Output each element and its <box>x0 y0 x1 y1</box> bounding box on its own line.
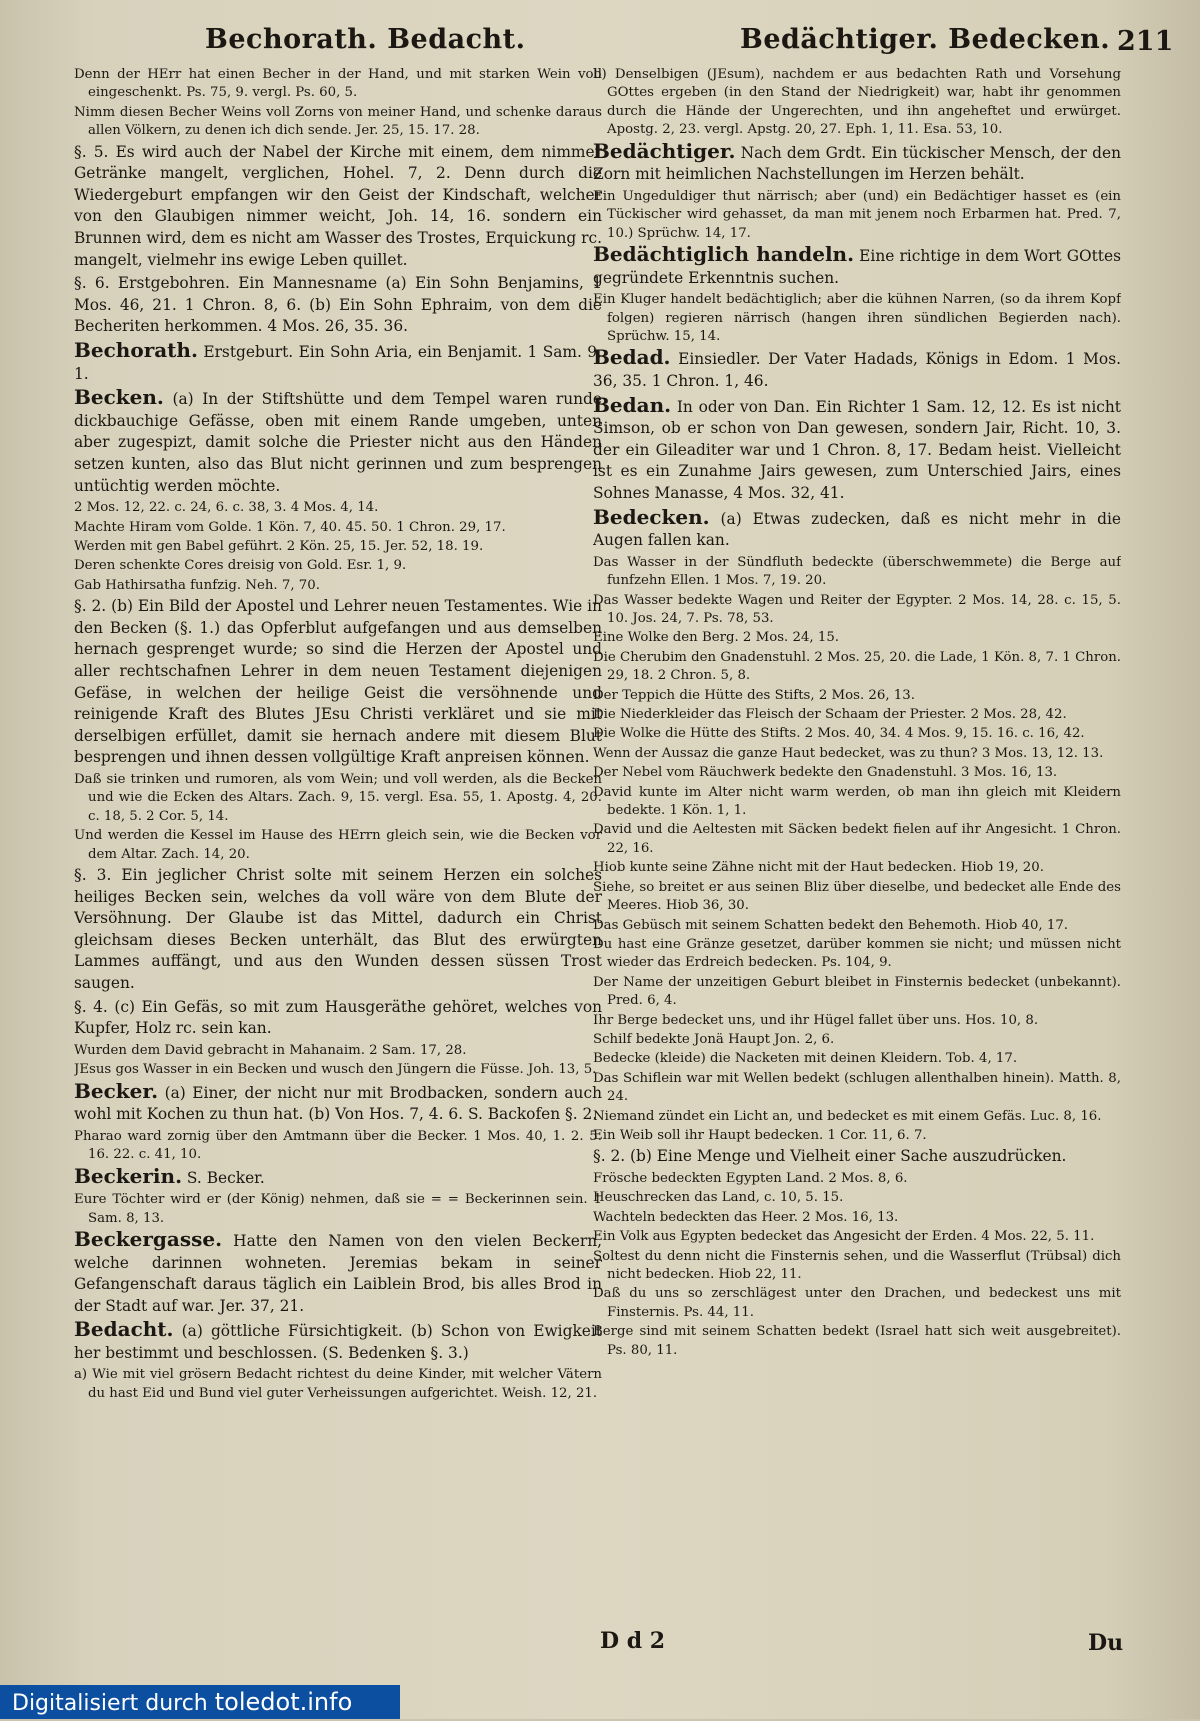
running-head-left: Bechorath. Bedacht. <box>205 24 526 55</box>
citation: Ein Weib soll ihr Haupt bedecken. 1 Cor. 11, 6. 7. <box>593 1127 927 1143</box>
entry-lemma: Bedacht. <box>74 1317 174 1342</box>
citation: Die Wolke die Hütte des Stifts. 2 Mos. 40, 34. 4 Mos. 9, 15. 16. c. 16, 42. <box>593 726 1085 742</box>
citation: Schilf bedekte Jonä Haupt Jon. 2, 6. <box>593 1031 835 1047</box>
entry-lemma: Bedecken. <box>593 504 710 529</box>
citation: Wachteln bedeckten das Heer. 2 Mos. 16, 13. <box>593 1209 899 1225</box>
citation: Soltest du denn nicht die Finsternis sehen, und die Wasserflut (Trübsal) dich nicht bedecken. Hiob 22, 11. <box>593 1248 1121 1282</box>
entry-text: Erstgeburt. Ein Sohn Aria, ein Benjamit. 1 Sam. 9, 1. <box>74 342 602 383</box>
paragraph: §. 2. (b) Ein Bild der Apostel und Lehrer neuen Testamentes. Wie in den Becken (§. 1.) das Opferblut aufgefangen und aus demselben hernach gesprenget wurde; so sind die Herzen der Apostel und aller rechtschafnen Lehrer in dem neuen Testament diejenigen Gefäse, in welchen der heilige Geist die versöhnende und reinigende Kraft des Blutes JEsu Christi verkläret und sie mit derselbigen erfüllet, damit sie hernach andere mit diesem Blut besprengen und ihnen dessen vollgültige Kraft anpreisen können. <box>74 597 602 767</box>
entry-lemma: Bedan. <box>593 392 672 417</box>
citation: Der Name der unzeitigen Geburt bleibet in Finsternis bedecket (unbekannt). Pred. 6, 4. <box>593 974 1121 1009</box>
entry-text: S. Becker. <box>182 1168 265 1187</box>
citation: Das Gebüsch mit seinem Schatten bedekt den Behemoth. Hiob 40, 17. <box>593 917 1069 933</box>
citation: Die Niederkleider das Fleisch der Schaam der Priester. 2 Mos. 28, 42. <box>593 707 1067 723</box>
dictionary-entry <box>74 1078 602 1126</box>
citation: Der Nebel vom Räuchwerk bedekte den Gnadenstuhl. 3 Mos. 16, 13. <box>593 765 1058 781</box>
dictionary-entry <box>593 392 1121 505</box>
dictionary-entry <box>74 1319 602 1364</box>
entry-lemma: Becker. <box>74 1078 159 1103</box>
paragraph: §. 5. Es wird auch der Nabel der Kirche mit einem, dem nimmer Getränke mangelt, verglichen, Hohel. 7, 2. Denn durch die Wiedergeburt empfangen wir den Geist der Kindschaft, welcher von den Glaubigen nimmer weicht, Joh. 14, 16. sondern ein Brunnen wird, dem es nicht am Wasser des Trostes, Erquickung rc. mangelt, vielmehr ins ewige Leben quillet. <box>74 142 602 269</box>
dictionary-entry <box>593 138 1121 186</box>
citation: JEsus gos Wasser in ein Becken und wusch den Jüngern die Füsse. Joh. 13, 5. <box>74 1062 597 1078</box>
citation: Ein Kluger handelt bedächtiglich; aber die kühnen Narren, (so da ihrem Kopf folgen) regieren närrisch (hangen ihren sündlichen Begierden nach). Sprüchw. 15, 14. <box>593 292 1121 345</box>
citation: Bedecke (kleide) die Nacketen mit deinen Kleidern. Tob. 4, 17. <box>593 1051 1018 1067</box>
citation: Deren schenkte Cores dreisig von Gold. Esr. 1, 9. <box>74 558 407 574</box>
dictionary-entry <box>74 1226 602 1317</box>
citation: Das Schiflein war mit Wellen bedekt (schlugen allenthalben hinein). Matth. 8, 24. <box>593 1070 1121 1105</box>
running-head-right: Bedächtiger. Bedecken. <box>740 24 1111 55</box>
footer-prefix: Digitalisiert durch <box>12 1691 215 1716</box>
citation: Ihr Berge bedecket uns, und ihr Hügel fallet über uns. Hos. 10, 8. <box>593 1012 1039 1028</box>
citation: Denn der HErr hat einen Becher in der Hand, und mit starken Wein voll eingeschenkt. Ps. 75, 9. vergl. Ps. 60, 5. <box>74 67 602 101</box>
citation: Niemand zündet ein Licht an, und bedecket es mit einem Gefäs. Luc. 8, 16. <box>593 1108 1102 1124</box>
page-number: 211 <box>1117 26 1174 57</box>
citation: Ein Volk aus Egypten bedecket das Angesicht der Erden. 4 Mos. 22, 5. 11. <box>593 1229 1095 1245</box>
citation: Das Wasser bedekte Wagen und Reiter der Egypter. 2 Mos. 14, 28. c. 15, 5. 10. Jos. 24, 7. Ps. 78, 53. <box>593 592 1121 626</box>
entry-text: Hatte den Namen von den vielen Beckern, welche darinnen wohneten. Jeremias bekam in seiner Gefangenschaft daraus täglich ein Laiblein Brod, bis alles Brod in der Stadt auf war. Jer. 37, 21. <box>74 1231 602 1315</box>
dictionary-entry <box>593 347 1121 392</box>
entry-lemma: Bechorath. <box>74 337 198 362</box>
dictionary-entry <box>593 504 1121 552</box>
citation: Und werden die Kessel im Hause des HErrn gleich sein, wie die Becken vor dem Altar. Zach. 14, 20. <box>74 828 602 862</box>
entry-lemma: Bedächtiger. <box>593 138 736 163</box>
entry-text: (a) In der Stiftshütte und dem Tempel waren runde dickbauchige Gefässe, oben mit einem Rande umgeben, unten aber zugespizt, damit solche die Priester nicht aus den Händen setzen kunten, also das Blut nicht gerinnen und zum besprengen untüchtig werden möchte. <box>74 390 602 495</box>
signature-mark: D d 2 <box>600 1628 666 1654</box>
citation: Die Cherubim den Gnadenstuhl. 2 Mos. 25, 20. die Lade, 1 Kön. 8, 7. 1 Chron. 29, 18. 2 Chron. 5, 8. <box>593 649 1121 684</box>
citation: Siehe, so breitet er aus seinen Bliz über dieselbe, und bedecket alle Ende des Meeres. Hiob 36, 30. <box>593 879 1121 914</box>
citation: Wenn der Aussaz die ganze Haut bedecket, was zu thun? 3 Mos. 13, 12. 13. <box>593 745 1104 761</box>
citation: Daß du uns so zerschlägest unter den Drachen, und bedeckest uns mit Finsternis. Ps. 44, 11. <box>593 1286 1121 1320</box>
paragraph: §. 3. Ein jeglicher Christ solte mit seinem Herzen ein solches heiliges Becken sein, welches da voll wäre von dem Blute der Versöhnung. Der Glaube ist das Mittel, dadurch ein Christ gleichsam dieses Becken unterhält, das Blut des erwürgten Lammes auffängt, und aus den Wunden dessen süssen Trost saugen. <box>74 865 602 992</box>
citation: Machte Hiram vom Golde. 1 Kön. 7, 40. 45. 50. 1 Chron. 29, 17. <box>74 519 506 535</box>
citation: Ein Ungeduldiger thut närrisch; aber (und) ein Bedächtiger hasset es (ein Tückischer wird gehasset, da man mit jenem noch Erbarmen hat. Pred. 7, 10.) Sprüchw. 14, 17. <box>593 188 1121 241</box>
digitization-footer[interactable] <box>0 1685 400 1719</box>
dictionary-entry <box>74 337 602 385</box>
citation: Pharao ward zornig über den Amtmann über die Becker. 1 Mos. 40, 1. 2. 5. 16. 22. c. 41, 10. <box>74 1128 602 1163</box>
citation: Hiob kunte seine Zähne nicht mit der Haut bedecken. Hiob 19, 20. <box>593 860 1044 876</box>
right-text-column <box>593 66 1121 1626</box>
citation: Eure Töchter wird er (der König) nehmen, daß sie = = Beckerinnen sein. 1 Sam. 8, 13. <box>74 1192 602 1226</box>
citation: Werden mit gen Babel geführt. 2 Kön. 25, 15. Jer. 52, 18. 19. <box>74 538 484 554</box>
entry-lemma: Becken. <box>74 385 164 410</box>
entry-text: (a) Einer, der nicht nur mit Brodbacken, sondern auch wohl mit Kochen zu thun hat. (b) Von Hos. 7, 4. 6. S. Backofen §. 2. <box>74 1083 602 1124</box>
citation: Gab Hathirsatha funfzig. Neh. 7, 70. <box>74 577 320 593</box>
citation: Nimm diesen Becher Weins voll Zorns von meiner Hand, und schenke daraus allen Völkern, zu denen ich dich sende. Jer. 25, 15. 17. 28. <box>74 104 602 139</box>
entry-text: (a) Etwas zudecken, daß es nicht mehr in die Augen fallen kan. <box>593 509 1121 550</box>
citation: a) Wie mit viel grösern Bedacht richtest du deine Kinder, mit welcher Vätern du hast Eid und Bund viel guter Verheissungen aufgerichtet. Weish. 12, 21. <box>74 1367 602 1401</box>
citation: David und die Aeltesten mit Säcken bedekt fielen auf ihr Angesicht. 1 Chron. 22, 16. <box>593 822 1121 856</box>
citation: Der Teppich die Hütte des Stifts, 2 Mos. 26, 13. <box>593 687 915 703</box>
citation: Frösche bedeckten Egypten Land. 2 Mos. 8, 6. <box>593 1170 908 1186</box>
paragraph: §. 4. (c) Ein Gefäs, so mit zum Hausgeräthe gehöret, welches von Kupfer, Holz rc. sein kan. <box>74 997 602 1038</box>
citation: Daß sie trinken und rumoren, als vom Wein; und voll werden, als die Becken und wie die Ecken des Altars. Zach. 9, 15. vergl. Esa. 55, 1. Apostg. 4, 20. c. 18, 5. 2 Cor. 5, 14. <box>74 771 602 824</box>
paragraph: §. 6. Erstgebohren. Ein Mannesname (a) Ein Sohn Benjamins, 1 Mos. 46, 21. 1 Chron. 8, 6. (b) Ein Sohn Ephraim, von dem die Becheriten herkommen. 4 Mos. 26, 35. 36. <box>74 274 602 336</box>
entry-lemma: Bedad. <box>593 345 671 370</box>
entry-text: Einsiedler. Der Vater Hadads, Königs in Edom. 1 Mos. 36, 35. 1 Chron. 1, 46. <box>593 350 1121 391</box>
citation: David kunte im Alter nicht warm werden, ob man ihn gleich mit Kleidern bedekte. 1 Kön. 1, 1. <box>593 784 1121 819</box>
citation: Heuschrecken das Land, c. 10, 5. 15. <box>593 1190 844 1206</box>
entry-lemma: Beckerin. <box>74 1163 183 1188</box>
dictionary-entry <box>593 244 1121 289</box>
entry-text: Eine richtige in dem Wort GOttes gegründete Erkenntnis suchen. <box>593 247 1121 287</box>
citation: b) Denselbigen (JEsum), nachdem er aus bedachten Rath und Vorsehung GOttes ergeben (in den Stand der Niedrigkeit) war, habt ihr genommen durch die Hände der Ungerechten, und ihn angeheftet und erwürget. Apostg. 2, 23. vergl. Apstg. 20, 27. Eph. 1, 11. Esa. 53, 10. <box>593 67 1121 138</box>
entry-text: In oder von Dan. Ein Richter 1 Sam. 12, 12. Es ist nicht Simson, ob er schon von Dan gewesen, sondern Jair, Richt. 10, 3. der ein Gileaditer war und 1 Chron. 8, 17. Bedam heist. Vielleicht ist es ein Zunahme Jairs gewesen, zum Unterschied Jairs, eines Sohnes Manasse, 4 Mos. 32, 41. <box>593 397 1121 502</box>
catchword: Du <box>1088 1630 1124 1656</box>
citation: Du hast eine Gränze gesetzet, darüber kommen sie nicht; und müssen nicht wieder das Erdreich bedecken. Ps. 104, 9. <box>593 936 1121 971</box>
entry-text: (a) göttliche Fürsichtigkeit. (b) Schon von Ewigkeit her bestimmt und beschlossen. (S. Bedenken §. 3.) <box>74 1322 602 1362</box>
entry-lemma: Bedächtiglich handeln. <box>593 242 855 267</box>
entry-text: Nach dem Grdt. Ein tückischer Mensch, der den Zorn mit heimlichen Nachstellungen im Herzen behält. <box>593 143 1121 184</box>
citation: 2 Mos. 12, 22. c. 24, 6. c. 38, 3. 4 Mos. 4, 14. <box>74 500 379 516</box>
dictionary-entry <box>74 387 602 497</box>
citation: Eine Wolke den Berg. 2 Mos. 24, 15. <box>593 630 840 646</box>
citation: Das Wasser in der Sündfluth bedeckte (überschwemmete) die Berge auf funfzehn Ellen. 1 Mos. 7, 19. 20. <box>593 554 1121 589</box>
citation: Wurden dem David gebracht in Mahanaim. 2 Sam. 17, 28. <box>74 1042 467 1058</box>
entry-lemma: Beckergasse. <box>74 1226 223 1251</box>
footer-site-link[interactable]: toledot.info <box>214 1688 353 1716</box>
citation: Berge sind mit seinem Schatten bedekt (Israel hatt sich weit ausgebreitet). Ps. 80, 11. <box>593 1324 1121 1358</box>
paragraph: §. 2. (b) Eine Menge und Vielheit einer Sache auszudrücken. <box>593 1147 1067 1166</box>
left-text-column <box>74 66 602 1626</box>
dictionary-entry <box>74 1163 602 1190</box>
